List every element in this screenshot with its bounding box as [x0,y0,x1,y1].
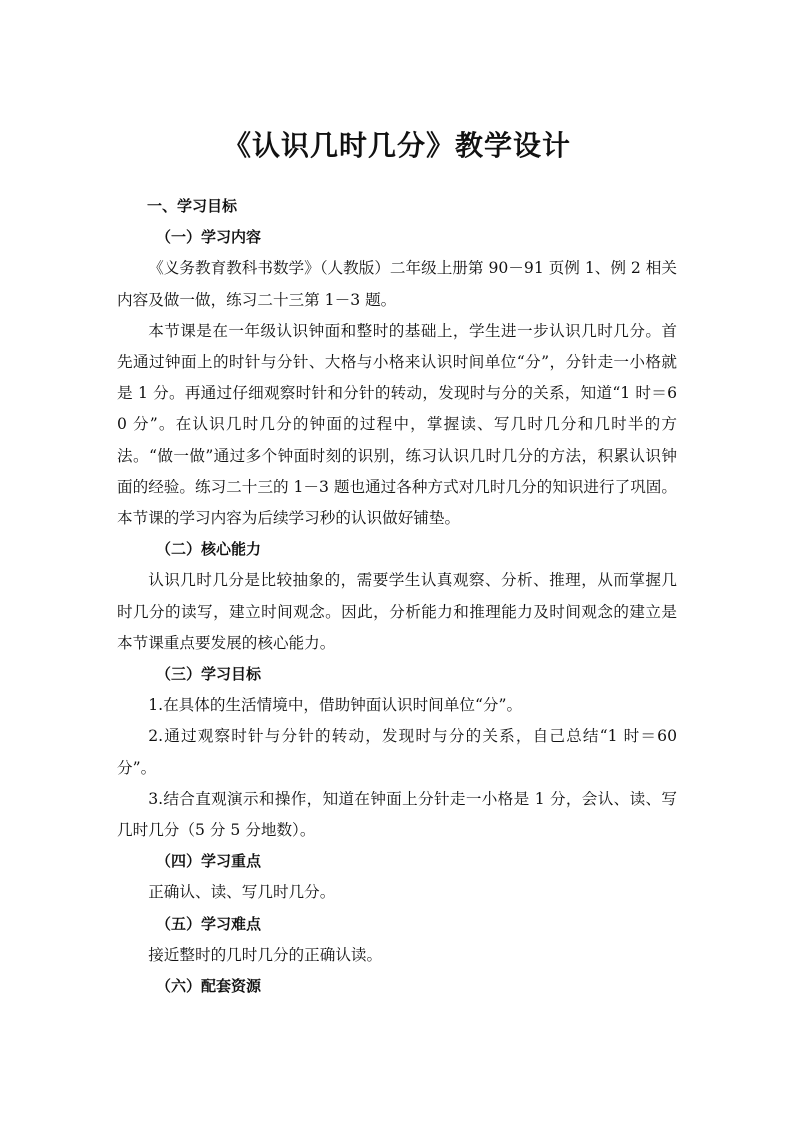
paragraph-difficulties: 接近整时的几时几分的正确认读。 [148,945,383,964]
paragraph-core-abilities: 认识几时几分是比较抽象的，需要学生认真观察、分析、推理，从而掌握几时几分的读写，建立时间观念。因此，分析能力和推理能力及时间观念的建立是本节课重点要发展的核心能力。 [117,571,677,652]
objective-item-1: 1.在具体的生活情境中，借助钟面认识时间单位“分”。 [148,696,523,715]
document-body [117,191,677,1002]
subheading-difficulties: （五）学习难点 [156,914,262,933]
paragraph-textbook-reference: 《义务教育教科书数学》（人教版）二年级上册第 90－91 页例 1、例 2 相关内容及做一做，练习二十三第 1－3 题。 [117,259,677,309]
subheading-learning-content: （一）学习内容 [156,228,262,247]
subheading-key-points: （四）学习重点 [156,852,262,871]
subheading-core-abilities: （二）核心能力 [156,540,262,559]
document-title: 《认识几时几分》教学设计 [222,129,571,162]
subheading-resources: （六）配套资源 [156,977,262,996]
paragraph-key-points: 正确认、读、写几时几分。 [148,883,336,902]
objective-item-2: 2.通过观察时针与分针的转动，发现时与分的关系，自己总结“1 时＝60 分”。 [117,727,677,777]
paragraph-lesson-overview: 本节课是在一年级认识钟面和整时的基础上，学生进一步认识几时几分。首先通过钟面上的时针与分针、大格与小格来认识时间单位“分”，分针走一小格就是 1 分。再通过仔细观察时针和分针的转动，发现时与分的关系，知道“1 时＝60 分”。在认识几时几分的钟面的过程中，掌握读、写几时几分和几时半的方法。“做一做”通过多个钟面时刻的识别，练习认识几时几分的方法，积累认识钟面的经验。练习二十三的 1－3 题也通过各种方式对几时几分的知识进行了巩固。本节课的学习内容为后续学习秒的认识做好铺垫。 [117,321,677,528]
section-heading-learning-goals: 一、学习目标 [147,197,238,215]
objective-item-3: 3.结合直观演示和操作，知道在钟面上分针走一小格是 1 分，会认、读、写几时几分（5 分 5 分地数）。 [117,789,677,840]
subheading-learning-objectives: （三）学习目标 [156,665,262,684]
